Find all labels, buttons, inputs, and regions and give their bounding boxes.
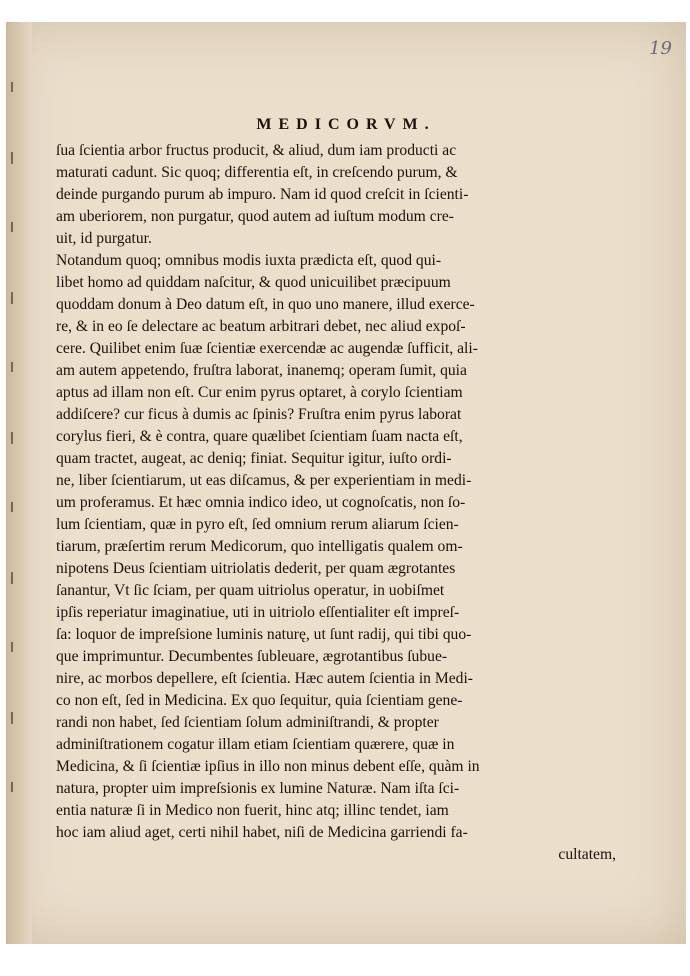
text-line: randi non habet, ſed ſcientiam ſolum adminiſtrandi, & propter: [56, 714, 439, 731]
folio-number: 19: [649, 38, 672, 59]
text-line: nire, ac morbos depellere, eſt ſcientia. Hæc autem ſcientia in Medi-: [56, 670, 473, 687]
text-line: lum ſcientiam, quæ in pyro eſt, ſed omnium rerum aliarum ſcien-: [56, 516, 459, 533]
text-line: adminiſtrationem cogatur illam etiam ſcientiam quærere, quæ in: [56, 736, 455, 753]
text-line: addiſcere? cur ficus à dumis ac ſpinis? Fruſtra enim pyrus laborat: [56, 406, 462, 423]
text-line: Medicina, & ſi ſcientiæ ipſius in illo non minus debent eſſe, quàm in: [56, 758, 480, 775]
text-line: ſanantur, Vt ſic ſciam, per quam uitriolus operatur, in uobiſmet: [56, 582, 445, 599]
text-line: hoc iam aliud aget, certi nihil habet, niſi de Medicina garriendi fa-: [56, 824, 468, 841]
text-line: quam tractet, augeat, ac deniq; finiat. Sequitur igitur, iuſto ordi-: [56, 450, 452, 467]
text-line: uit, id purgatur.: [56, 230, 152, 247]
text-line: ipſis reperiatur imaginatiue, uti in uitriolo eſſentialiter eſt impreſ-: [56, 604, 460, 621]
gutter-mark: [11, 572, 13, 584]
page-gutter: [6, 22, 32, 944]
gutter-mark: [11, 222, 13, 232]
text-line: ne, liber ſcientiarum, ut eas diſcamus, & per experientiam in medi-: [56, 472, 472, 489]
text-line: am uberiorem, non purgatur, quod autem ad iuſtum modum cre-: [56, 208, 454, 225]
text-line: entia naturæ ſi in Medico non fuerit, hinc atq; illinc tendet, iam: [56, 802, 449, 819]
gutter-mark: [11, 782, 13, 792]
text-line: maturati cadunt. Sic quoq; differentia eſt, in creſcendo purum, &: [56, 164, 458, 181]
text-line: tiarum, præſertim rerum Medicorum, quo intelligatis qualem om-: [56, 538, 463, 555]
text-line: re, & in eo ſe delectare ac beatum arbitrari debet, nec aliud expoſ-: [56, 318, 466, 335]
text-line: cere. Quilibet enim ſuæ ſcientiæ exercendæ ac augendæ ſufficit, ali-: [56, 340, 478, 357]
gutter-mark: [11, 502, 13, 512]
text-line: cultatem,: [558, 846, 616, 863]
text-block: [56, 140, 616, 866]
text-line: aptus ad illam non eſt. Cur enim pyrus optaret, à corylo ſcientiam: [56, 384, 463, 401]
text-line: deinde purgando purum ab impuro. Nam id quod creſcit in ſcienti-: [56, 186, 469, 203]
gutter-mark: [11, 82, 13, 92]
text-line: que imprimuntur. Decumbentes ſubleuare, ægrotantibus ſubue-: [56, 648, 448, 665]
running-header: MEDICORVM.: [256, 116, 436, 133]
gutter-mark: [11, 712, 13, 724]
text-line: ſa: loquor de impreſsione luminis naturę, ut ſunt radij, qui tibi quo-: [56, 626, 472, 643]
text-line: um proferamus. Et hæc omnia indico ideo, ut cognoſcatis, non ſo-: [56, 494, 466, 511]
text-line: quoddam donum à Deo datum eſt, in quo uno manere, illud exerce-: [56, 296, 475, 313]
book-page: [6, 22, 686, 944]
gutter-mark: [11, 292, 13, 304]
gutter-mark: [11, 642, 13, 652]
text-line: Notandum quoq; omnibus modis iuxta prædicta eſt, quod qui-: [56, 252, 442, 269]
text-line: am autem appetendo, fruſtra laborat, inanemq; operam ſumit, quia: [56, 362, 467, 379]
text-line: natura, propter uim impreſsionis ex lumine Naturæ. Nam iſta ſci-: [56, 780, 460, 797]
text-line: libet homo ad quiddam naſcitur, & quod unicuilibet præcipuum: [56, 274, 451, 291]
gutter-mark: [11, 152, 13, 164]
gutter-mark: [11, 432, 13, 444]
text-line: ſua ſcientia arbor fructus producit, & aliud, dum iam producti ac: [56, 142, 457, 159]
text-line: nipotens Deus ſcientiam uitriolatis dederit, per quam ægrotantes: [56, 560, 456, 577]
text-line: co non eſt, ſed in Medicina. Ex quo ſequitur, quia ſcientiam gene-: [56, 692, 463, 709]
text-line: corylus fieri, & è contra, quare quælibet ſcientiam ſuam nacta eſt,: [56, 428, 463, 445]
gutter-mark: [11, 362, 13, 372]
